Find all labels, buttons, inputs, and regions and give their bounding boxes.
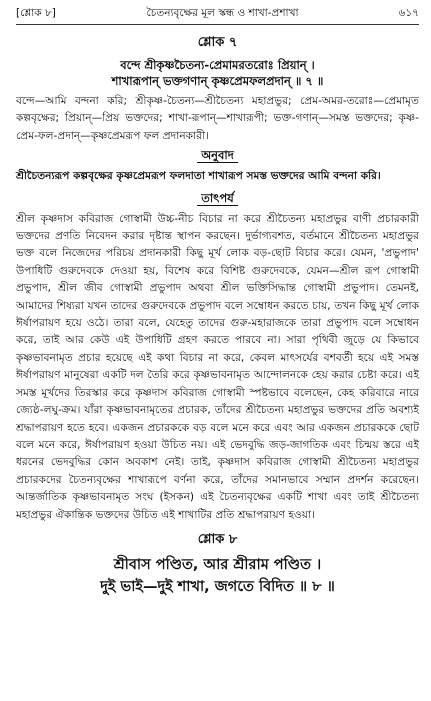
translation-heading-text: অনুবাদ: [197, 148, 238, 163]
sloka-7-line-2: শাখারূপান্ ভক্তগণান্ কৃষ্ণপ্রেমফলপ্রদান্ ॥ ৭ ॥: [111, 74, 324, 88]
sloka-7-line-1: বন্দে শ্রীকৃষ্ণচৈতন্য-প্রেমামরতরোঃ প্রিয়ান্ ।: [120, 58, 315, 72]
page-number: ৬১৭: [398, 7, 419, 19]
sloka-8-line-1: শ্রীবাস পণ্ডিত, আর শ্রীরাম পণ্ডিত ।: [113, 556, 322, 573]
sloka-8-label: শ্লোক ৮: [197, 531, 238, 547]
purport-heading: [16, 190, 419, 209]
running-header: [16, 6, 419, 25]
sloka-8-line-2: দুই ভাই—দুই শাখা, জগতে বিদিত ॥ ৮ ॥: [100, 578, 335, 595]
purport-heading-text: তাৎপর্য: [197, 191, 238, 206]
translation-text: শ্রীচৈতন্যরূপ কল্পবৃক্ষের কৃষ্ণপ্রেমরূপ ফলদাতা শাখারূপ সমস্ত ভক্তদের আমি বন্দনা করি।: [16, 170, 381, 183]
sloka-7-label: শ্লোক ৭: [197, 35, 238, 50]
translation-heading: [16, 147, 419, 166]
header-verse-ref: [শ্লোক ৮]: [16, 7, 56, 19]
purport-text: শ্রীল কৃষ্ণদাস কবিরাজ গোস্বামী উচ্চ-নীচ বিচার না করে শ্রীচৈতন্য মহাপ্রভুর বাণী প্রচারকারী ভক্তদের প্রণতি নিবেদন করার দৃষ্টান্ত স্থাপন করছেন। দুর্ভাগ্যবশত, বর্তমানে শ্রীচৈতন্য মহাপ্রভুর ভক্ত বলে নিজেদের পরিচয় প্রদানকারী কিছু মূর্খ লোক বড়-ছোট বিচার করে। যেমন, 'প্রভুপাদ' উপাধিটি গুরুদেবকে দেওয়া হয়, বিশেষ করে বিশিষ্ট গুরুদেবকে, যেমন—শ্রীল রূপ গোস্বামী প্রভুপাদ, শ্রীল জীব গোস্বামী প্রভুপাদ অথবা শ্রীল ভক্তিসিদ্ধান্ত গোস্বামী প্রভুপাদ। তেমনই, আমাদের শিষ্যরা যখন তাদের গুরুদেবকে প্রভুপাদ বলে সম্বোধন করতে চায়, তখন কিছু মূর্খ লোক ঈর্ষাপরায়ণ হয়ে ওঠে। তারা বলে, যেহেতু তাদের গুরু-মহারাজকে তারা প্রভুপাদ বলে সম্বোধন করে, তাই আর কেউ এই উপাধিটি গ্রহণ করতে পারবে না। সারা পৃথিবী জুড়ে যে কিভাবে কৃষ্ণভাবনামৃত প্রচার হয়েছে এই কথা বিচার না করে, কেবল মাৎসর্যের বশবর্তী হয়ে এই সমস্ত ঈর্ষাপরায়ণ মানুষেরা একটি দল তৈরি করে কৃষ্ণভাবনামৃত আন্দোলনকে হেয় করার চেষ্টা করে। এই সমস্ত মূর্খদের তিরস্কার করে কৃষ্ণদাস কবিরাজ গোস্বামী স্পষ্টভাবে বলেছেন, কেহ করিবারে নারে জ্যেষ্ঠ-লঘু-ক্রম। যাঁরা কৃষ্ণভাবনামৃতের প্রচারক, তাঁদের শ্রীচৈতন্য মহাপ্রভুর ভক্তদের প্রতি অবশ্যই শ্রদ্ধাপরায়ণ হতে হবে। একজন প্রচারককে বড় বলে মনে করে এবং আর একজন প্রচারককে ছোট বলে মনে করে, ঈর্ষাপরায়ণ হওয়া উচিত নয়। এই ভেদবুদ্ধি জড়-জাগতিক এবং চিন্ময় স্তরে এই ধরনের ভেদবুদ্ধির কোন অবকাশ নেই। তাই, কৃষ্ণদাস কবিরাজ গোস্বামী শ্রীচৈতন্য মহাপ্রভুর প্রচারকদের চৈতন্যবৃক্ষের শাখারূপে বর্ণনা করে, তাঁদের সমানভাবে সম্মান প্রদর্শন করেছেন। আন্তর্জাতিক কৃষ্ণভাবনামৃত সংঘ (ইসকন) এই চৈতন্যবৃক্ষের একটি শাখা এবং তাই শ্রীচৈতন্য মহাপ্রভুর ঐকান্তিক ভক্তদের উচিত এই শাখাটির প্রতি শ্রদ্ধাপরায়ণ হওয়া।: [16, 212, 419, 521]
header-chapter-title: চৈতন্যবৃক্ষের মূল স্কন্ধ ও শাখা-প্রশাখা: [146, 7, 299, 19]
word-meanings: বন্দে—আমি বন্দনা করি; শ্রীকৃষ্ণ-চৈতন্য—শ্রীচৈতন্য মহাপ্রভুর; প্রেম-অমর-তরোঃ—প্রেমামৃত কল্পবৃক্ষের; প্রিয়ান্—প্রিয় ভক্তদের; শাখা-রূপান্—শাখারূপী; ভক্ত-গণান্—সমস্ত ভক্তদের; কৃষ্ণ-প্রেম-ফল-প্রদান্—কৃষ্ণপ্রেমরূপ ফল প্রদানকারী।: [16, 95, 419, 142]
